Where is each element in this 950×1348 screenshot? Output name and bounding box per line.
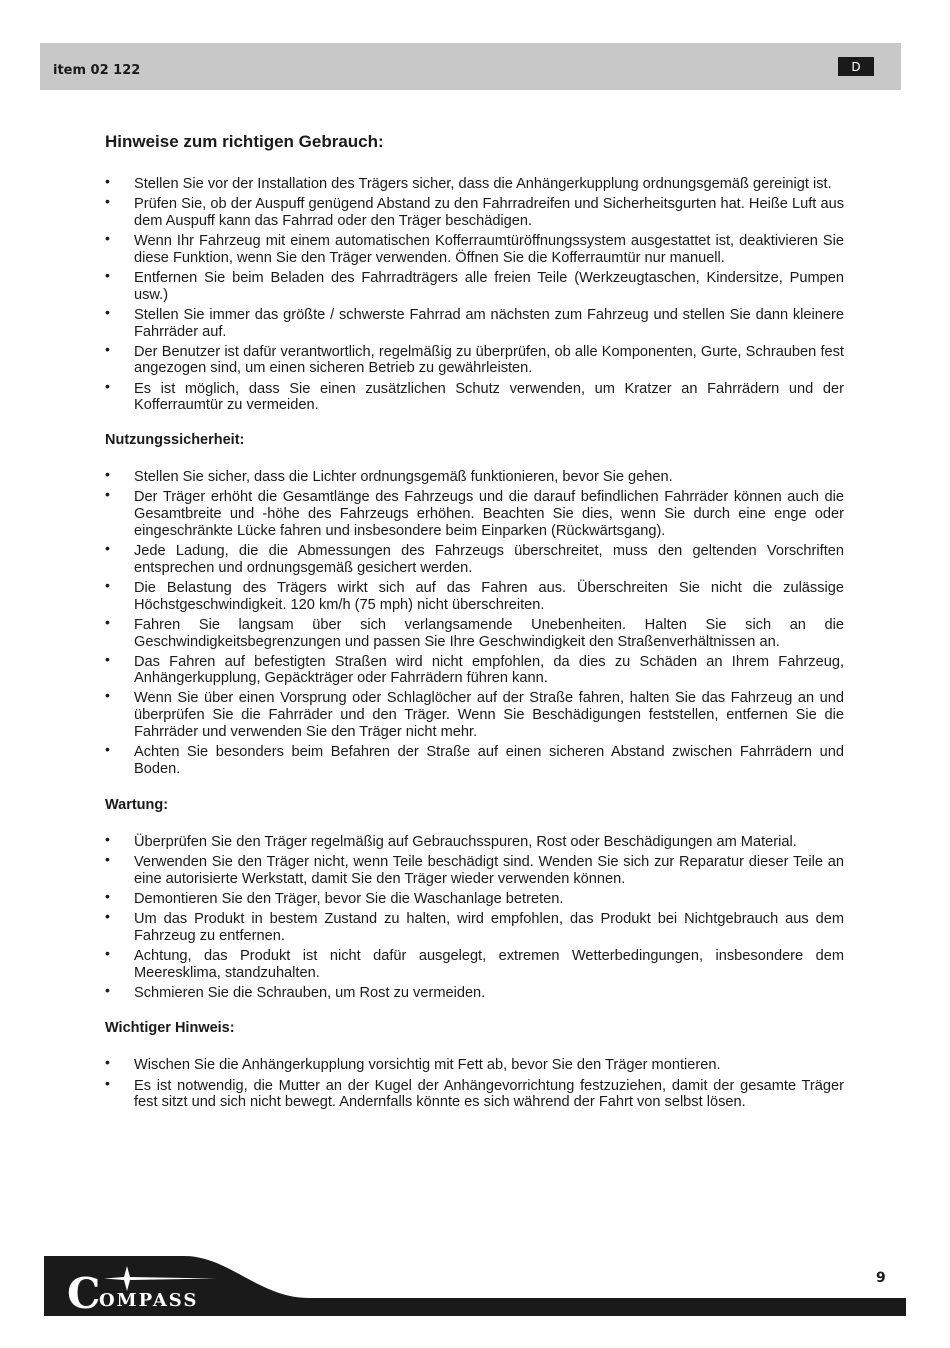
list-item: • Entfernen Sie beim Beladen des Fahrradträgers alle freien Teile (Werkzeugtaschen, Kindersitze, Pumpen usw.) (105, 270, 844, 304)
list-item: • Es ist möglich, dass Sie einen zusätzlichen Schutz verwenden, um Kratzer an Fahrrädern und der Kofferraumtür zu vermeiden. (105, 381, 844, 415)
footer-band (44, 1252, 906, 1317)
list-item: • Achtung, das Produkt ist nicht dafür ausgelegt, extremen Wetterbedingungen, insbesondere dem Meeresklima, standzuhalten. (105, 948, 844, 982)
list-item: • Jede Ladung, die die Abmessungen des Fahrzeugs überschreitet, muss den geltenden Vorschriften entsprechen und ordnungsgemäß gesichert werden. (105, 543, 844, 577)
maintenance-list (105, 834, 844, 1002)
usage-list (105, 176, 844, 414)
section-heading-important: Wichtiger Hinweis: (105, 1020, 235, 1037)
logo-text: OMPASS (99, 1290, 199, 1311)
language-badge: D (838, 57, 874, 76)
list-item: • Wischen Sie die Anhängerkupplung vorsichtig mit Fett ab, bevor Sie den Träger montieren. (105, 1057, 844, 1074)
list-item: • Das Fahren auf befestigten Straßen wird nicht empfohlen, da dies zu Schäden an Ihrem Fahrzeug, Anhängerkupplung, Gepäckträger oder Fahrrädern führen kann. (105, 654, 844, 688)
page-number: 9 (876, 1270, 886, 1286)
list-item: • Überprüfen Sie den Träger regelmäßig auf Gebrauchsspuren, Rost oder Beschädigungen am Material. (105, 834, 844, 851)
list-item: • Stellen Sie sicher, dass die Lichter ordnungsgemäß funktionieren, bevor Sie gehen. (105, 469, 844, 486)
logo-initial: C (67, 1269, 101, 1317)
list-item: • Stellen Sie immer das größte / schwerste Fahrrad am nächsten zum Fahrzeug und stellen Sie dann kleinere Fahrräder auf. (105, 307, 844, 341)
list-item: • Der Benutzer ist dafür verantwortlich, regelmäßig zu überprüfen, ob alle Komponenten, Gurte, Schrauben fest angezogen sind, um einen sicheren Betrieb zu gewährleisten. (105, 344, 844, 378)
list-item: • Um das Produkt in bestem Zustand zu halten, wird empfohlen, das Produkt bei Nichtgebrauch aus dem Fahrzeug zu entfernen. (105, 911, 844, 945)
list-item: • Schmieren Sie die Schrauben, um Rost zu vermeiden. (105, 985, 844, 1002)
section-heading-safety: Nutzungssicherheit: (105, 432, 245, 449)
list-item: • Es ist notwendig, die Mutter an der Kugel der Anhängevorrichtung festzuziehen, damit der gesamte Träger fest sitzt und sich nicht bewegt. Andernfalls könnte es sich während der Fahrt von selbst lösen. (105, 1078, 844, 1112)
section-heading-maintenance: Wartung: (105, 796, 169, 813)
list-item: • Wenn Ihr Fahrzeug mit einem automatischen Kofferraumtüröffnungssystem ausgestattet ist, deaktivieren Sie diese Funktion, wenn Sie den Träger verwenden. Öffnen Sie die Kofferraumtür nur manuell. (105, 233, 844, 267)
list-item: • Prüfen Sie, ob der Auspuff genügend Abstand zu den Fahrradreifen und Sicherheitsgurten hat. Heiße Luft aus dem Auspuff kann das Fahrrad oder den Träger beschädigen. (105, 196, 844, 230)
header-bar (40, 43, 901, 90)
list-item: • Verwenden Sie den Träger nicht, wenn Teile beschädigt sind. Wenden Sie sich zur Reparatur dieser Teile an eine autorisierte Werkstatt, damit Sie den Träger wieder verwenden können. (105, 854, 844, 888)
list-item: • Wenn Sie über einen Vorsprung oder Schlaglöcher auf der Straße fahren, halten Sie das Fahrzeug an und überprüfen Sie die Fahrräder und den Träger. Wenn Sie Beschädigungen feststellen, entfernen Sie die Fahrräder und verwenden Sie den Träger nicht mehr. (105, 690, 844, 740)
list-item: • Achten Sie besonders beim Befahren der Straße auf einen sicheren Abstand zwischen Fahrrädern und Boden. (105, 744, 844, 778)
document-body (105, 130, 844, 1114)
list-item: • Fahren Sie langsam über sich verlangsamende Unebenheiten. Halten Sie sich an die Geschwindigkeitsbegrenzungen und passen Sie Ihre Geschwindigkeit den Straßenverhältnissen an. (105, 617, 844, 651)
page-title: Hinweise zum richtigen Gebrauch: (105, 132, 384, 151)
list-item: • Stellen Sie vor der Installation des Trägers sicher, dass die Anhängerkupplung ordnungsgemäß gereinigt ist. (105, 176, 844, 193)
list-item: • Der Träger erhöht die Gesamtlänge des Fahrzeugs und die darauf befindlichen Fahrräder können auch die Gesamtbreite und -höhe des Fahrzeugs erhöhen. Beachten Sie dies, wenn Sie durch eine enge oder eingeschränkte Lücke fahren und insbesondere beim Einparken (Rückwärtsgang). (105, 489, 844, 539)
item-number: item 02 122 (53, 63, 141, 78)
safety-list (105, 469, 844, 778)
important-list (105, 1057, 844, 1111)
list-item: • Die Belastung des Trägers wirkt sich auf das Fahren aus. Überschreiten Sie nicht die zulässige Höchstgeschwindigkeit. 120 km/h (75 mph) nicht überschreiten. (105, 580, 844, 614)
list-item: • Demontieren Sie den Träger, bevor Sie die Waschanlage betreten. (105, 891, 844, 908)
